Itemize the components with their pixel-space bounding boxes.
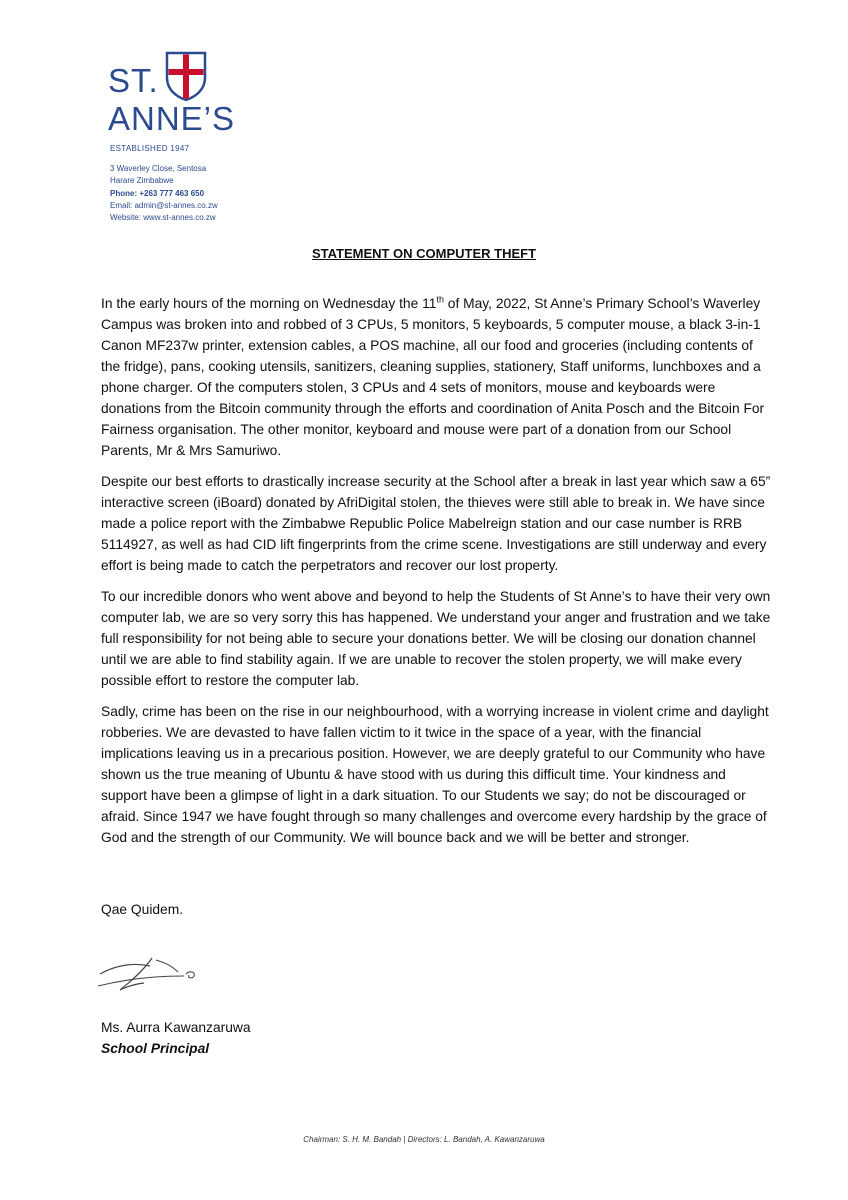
paragraph-3: To our incredible donors who went above and beyond to help the Students of St Anne’s to have their very own computer lab, we are so very sorry this has happened. We understand your anger and frustration and we take full responsibility for not being able to secure your donations better. We will be closing our donation channel until we are able to find stability again. If we are unable to recover the stolen property, we will make every possible effort to restore the computer lab.: [101, 589, 771, 688]
letterhead-address: [110, 163, 218, 224]
paragraph-1-start: In the early hours of the morning on Wednesday the 11: [101, 296, 437, 311]
document-title: STATEMENT ON COMPUTER THEFT: [311, 246, 537, 261]
ordinal-suffix: th: [436, 294, 444, 305]
statement-body: [101, 293, 773, 858]
paragraph-4: Sadly, crime has been on the rise in our neighbourhood, with a worrying increase in violent crime and daylight robberies. We are devasted to have fallen victim to it twice in the space of a year, with the financial implications leaving us in a precarious position. However, we are deeply grateful to our Community who have shown us the true meaning of Ubuntu & have stood with us during this difficult time. Your kindness and support have been a glimpse of light in a dark situation. To our Students we say; do not be discouraged or afraid. Since 1947 we have fought through so many challenges and overcome every hardship by the grace of God and the strength of our Community. We will bounce back and we will be better and stronger.: [101, 704, 769, 845]
email-address: Email: admin@st-annes.co.zw: [110, 200, 218, 210]
school-logo: [108, 50, 268, 160]
website-address: Website: www.st-annes.co.zw: [110, 213, 216, 223]
signatory-block: [101, 1017, 251, 1059]
paragraph-1: [101, 293, 773, 461]
closing-phrase: Qae Quidem.: [101, 902, 184, 917]
signer-role: School Principal: [101, 1041, 210, 1056]
paragraph-2: Despite our best efforts to drastically increase security at the School after a break in last year which saw a 65” interactive screen (iBoard) donated by AfriDigital stolen, the thieves were still able to break in. We have since made a police report with the Zimbabwe Republic Police Mabelreign station and our case number is RRB 5114927, as well as had CID lift fingerprints from the crime scene. Investigations are still underway and every effort is being made to catch the perpetrators and recover our lost property.: [101, 474, 771, 573]
address-line: Harare Zimbabwe: [110, 176, 174, 186]
logo-text-annes: ANNE’S: [108, 100, 236, 137]
signer-name: Ms. Aurra Kawanzaruwa: [101, 1020, 251, 1035]
address-line: 3 Waverley Close, Sentosa: [110, 164, 207, 173]
phone-number: Phone: +263 777 463 650: [110, 188, 205, 198]
established-text: ESTABLISHED 1947: [110, 144, 190, 153]
handwritten-signature: [92, 950, 207, 1000]
shield-cross-icon: [164, 50, 208, 102]
footer-board-members: Chairman: S. H. M. Bandah | Directors: L. Bandah, A. Kawanzaruwa: [303, 1135, 545, 1144]
paragraph-1-rest: of May, 2022, St Anne’s Primary School’s Waverley Campus was broken into and robbed of 3 CPUs, 5 monitors, 5 keyboards, 5 computer mouse, a black 3-in-1 Canon MF237w printer, extension cables, a POS machine, all our food and groceries (including contents of the fridge), pans, cooking utensils, sanitizers, cleaning supplies, stationery, Staff uniforms, lunchboxes and a phone charger. Of the computers stolen, 3 CPUs and 4 sets of monitors, mouse and keyboards were donations from the Bitcoin community through the efforts and coordination of Anita Posch and the Bitcoin For Fairness organisation. The other monitor, keyboard and mouse were part of a donation from our School Parents, Mr & Mrs Samuriwo.: [101, 296, 765, 458]
logo-text-st: ST.: [108, 62, 159, 99]
